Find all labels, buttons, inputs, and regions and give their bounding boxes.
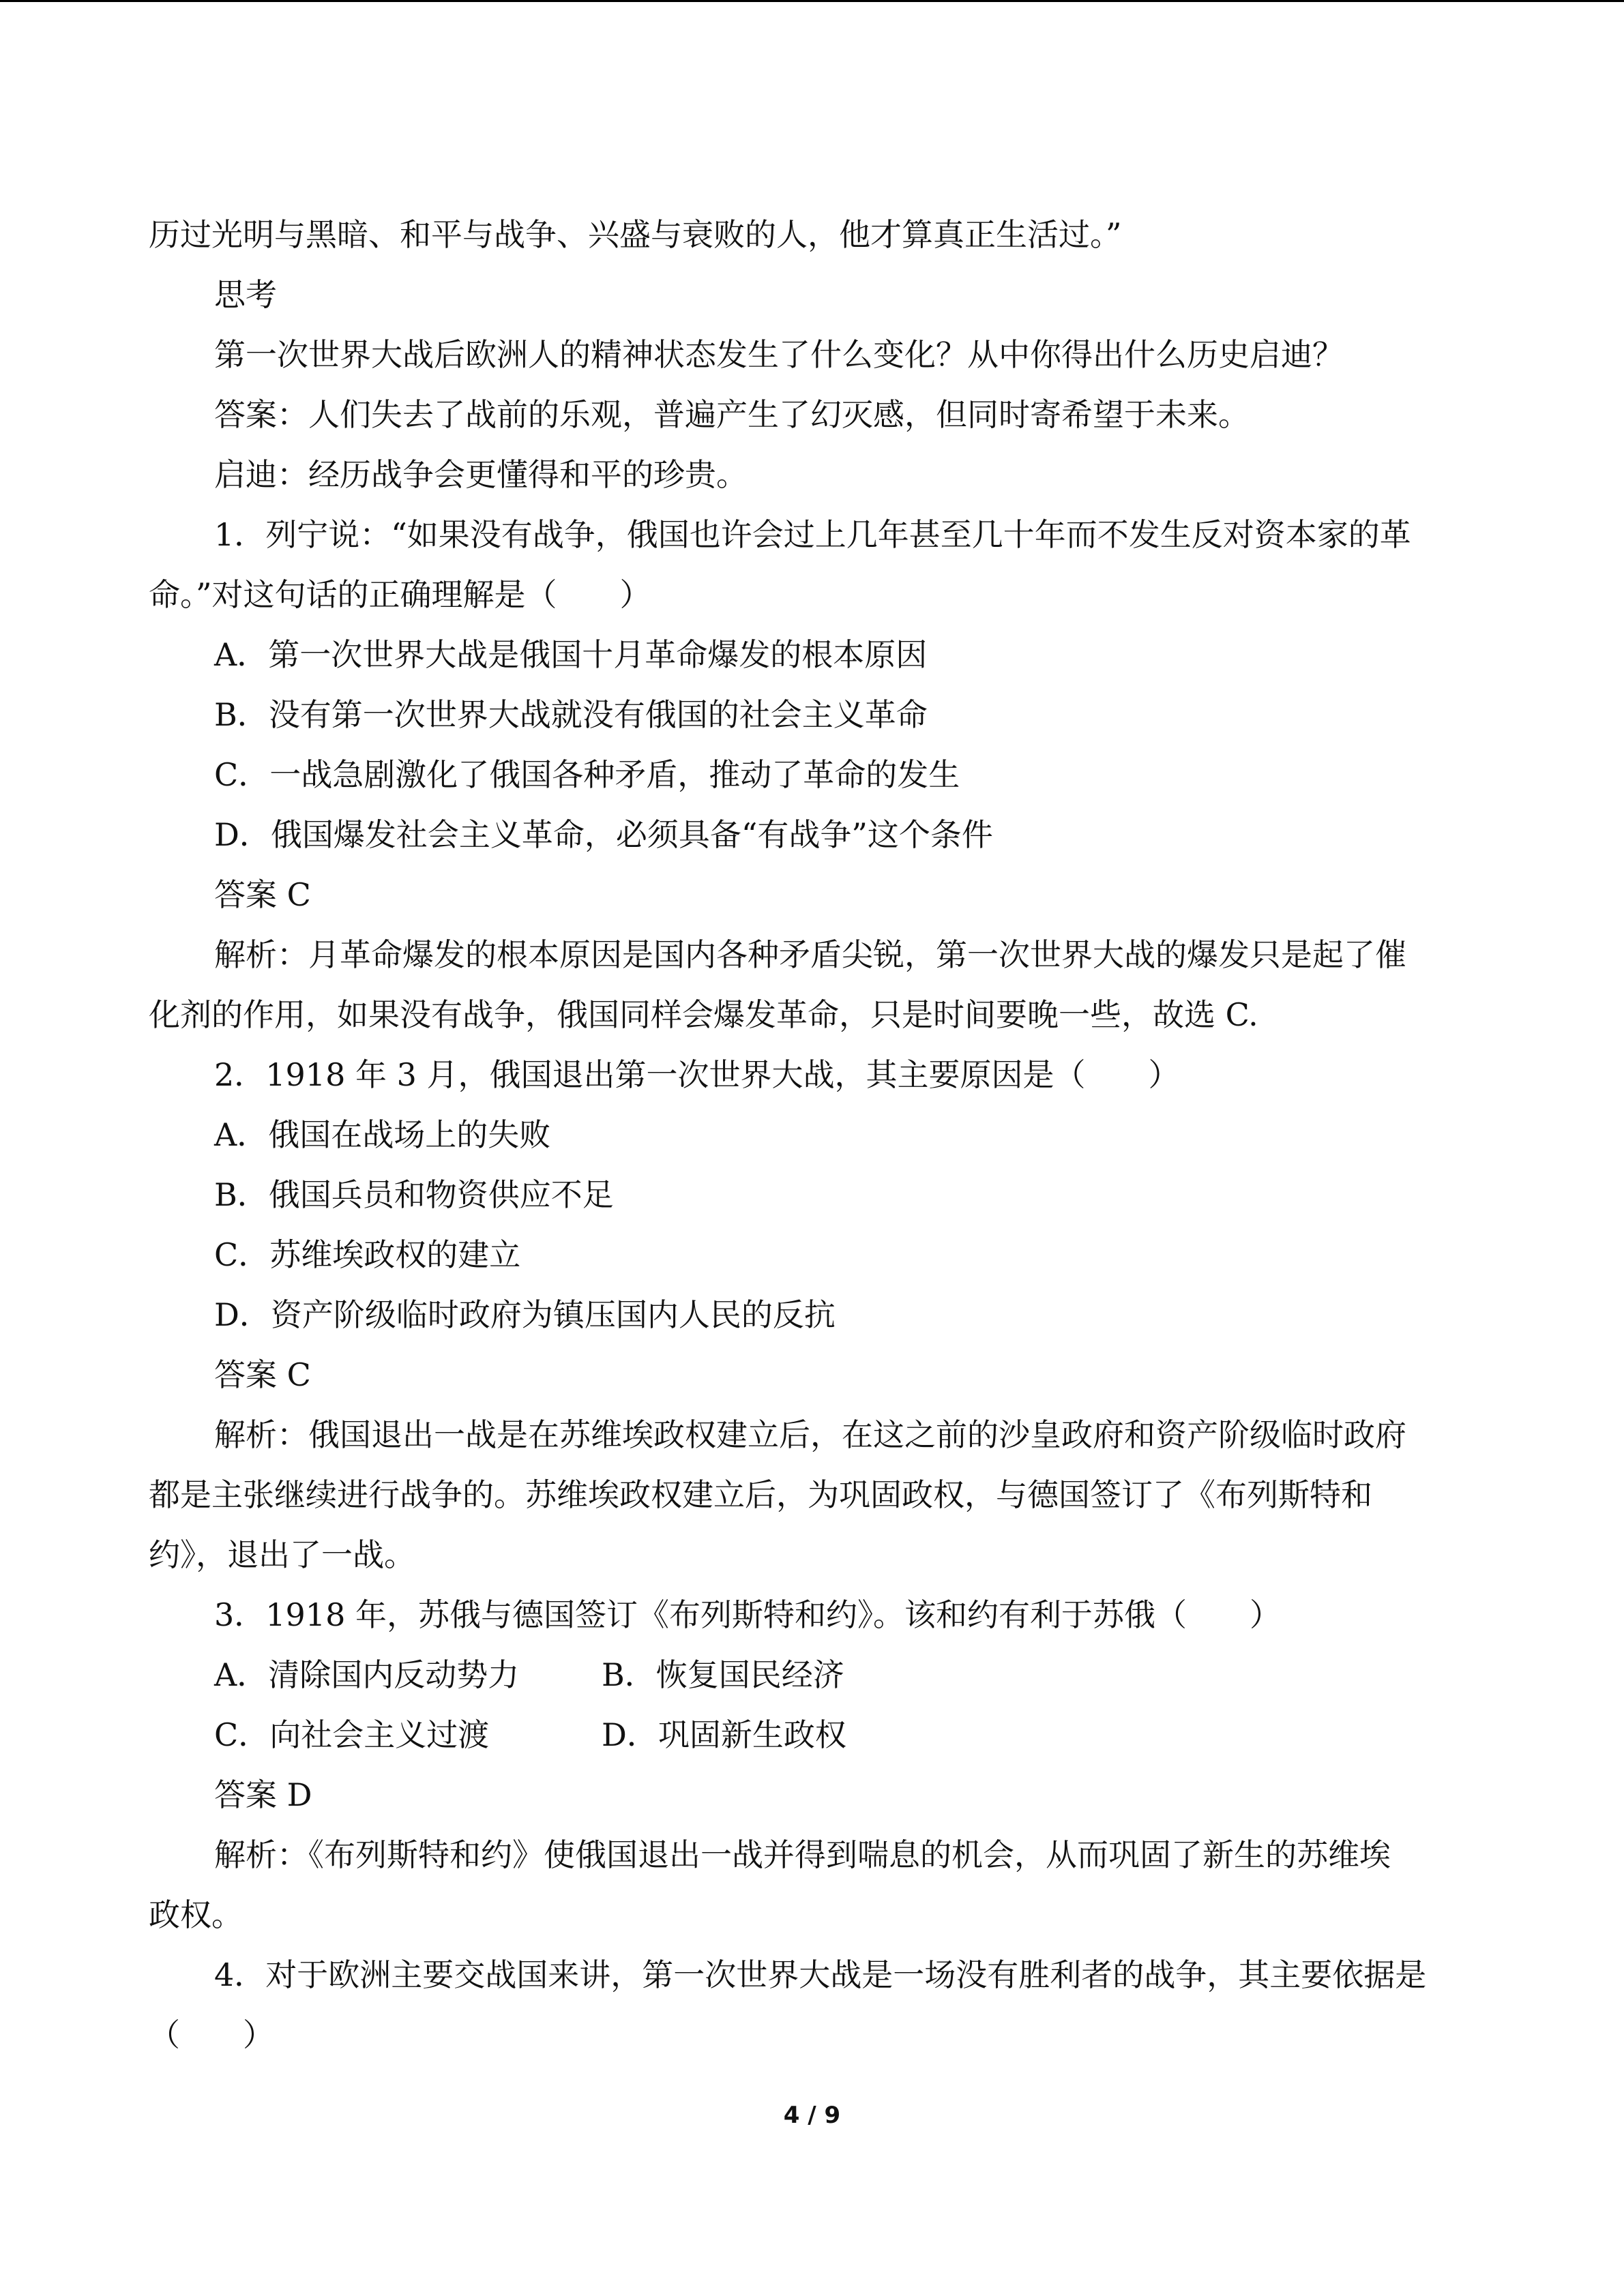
- q1-option-c: C．一战急剧激化了俄国各种矛盾，推动了革命的发生: [214, 756, 960, 793]
- q2-option-d: D．资产阶级临时政府为镇压国内人民的反抗: [214, 1296, 836, 1333]
- q3-option-b: B．恢复国民经济: [602, 1656, 844, 1693]
- q2-analysis-cont: 都是主张继续进行战争的。苏维埃政权建立后，为巩固政权，与德国签订了《布列斯特和: [149, 1476, 1372, 1513]
- think-answer: 答案：人们失去了战前的乐观，普遍产生了幻灭感，但同时寄希望于未来。: [214, 396, 1250, 433]
- think-enlightenment: 启迪：经历战争会更懂得和平的珍贵。: [214, 456, 748, 493]
- q1-option-b: B．没有第一次世界大战就没有俄国的社会主义革命: [214, 696, 928, 733]
- question-4-stem-cont: （ ）: [149, 2016, 274, 2053]
- q1-option-d: D．俄国爆发社会主义革命，必须具备“有战争”这个条件: [214, 816, 993, 853]
- q3-option-c: C．向社会主义过渡: [214, 1716, 490, 1753]
- q2-analysis-cont-2: 约》，退出了一战。: [149, 1536, 415, 1573]
- question-4-stem: 4．对于欧洲主要交战国来讲，第一次世界大战是一场没有胜利者的战争，其主要依据是: [214, 1956, 1427, 1993]
- page-number: 4 / 9: [783, 2102, 841, 2129]
- q3-option-a: A．清除国内反动势力: [214, 1656, 520, 1693]
- text-line: 历过光明与黑暗、和平与战争、兴盛与衰败的人，他才算真正生活过。”: [149, 216, 1122, 253]
- top-border-rule: [0, 0, 1624, 2]
- q2-option-c: C．苏维埃政权的建立: [214, 1236, 521, 1273]
- q2-option-b: B．俄国兵员和物资供应不足: [214, 1176, 614, 1213]
- q2-answer: 答案 C: [214, 1356, 311, 1393]
- q2-analysis: 解析：俄国退出一战是在苏维埃政权建立后，在这之前的沙皇政府和资产阶级临时政府: [214, 1416, 1406, 1453]
- question-3-stem: 3．1918 年，苏俄与德国签订《布列斯特和约》。该和约有利于苏俄（ ）: [214, 1596, 1281, 1633]
- q3-options-row-1: [149, 1645, 1479, 1705]
- q1-analysis-cont: 化剂的作用，如果没有战争，俄国同样会爆发革命，只是时间要晚一些，故选 C.: [149, 996, 1258, 1033]
- question-2-stem: 2．1918 年 3 月，俄国退出第一次世界大战，其主要原因是（ ）: [214, 1056, 1180, 1093]
- q3-options-row-2: [149, 1705, 1479, 1765]
- question-1-stem: 1．列宁说：“如果没有战争，俄国也许会过上几年甚至几十年而不发生反对资本家的革: [214, 516, 1411, 553]
- q3-option-d: D．巩固新生政权: [602, 1716, 846, 1753]
- question-1-stem-cont: 命。”对这句话的正确理解是（ ）: [149, 576, 651, 613]
- section-heading-think: 思考: [214, 276, 277, 313]
- q3-analysis-cont: 政权。: [149, 1896, 243, 1933]
- q1-answer: 答案 C: [214, 876, 311, 913]
- q1-analysis: 解析：月革命爆发的根本原因是国内各种矛盾尖锐，第一次世界大战的爆发只是起了催: [214, 936, 1406, 973]
- document-body: [149, 205, 1479, 2065]
- q3-analysis: 解析：《布列斯特和约》使俄国退出一战并得到喘息的机会，从而巩固了新生的苏维埃: [214, 1836, 1391, 1873]
- q1-option-a: A．第一次世界大战是俄国十月革命爆发的根本原因: [214, 636, 928, 673]
- think-question: 第一次世界大战后欧洲人的精神状态发生了什么变化？从中你得出什么历史启迪？: [214, 336, 1344, 373]
- q2-option-a: A．俄国在战场上的失败: [214, 1116, 551, 1153]
- q3-answer: 答案 D: [214, 1776, 312, 1813]
